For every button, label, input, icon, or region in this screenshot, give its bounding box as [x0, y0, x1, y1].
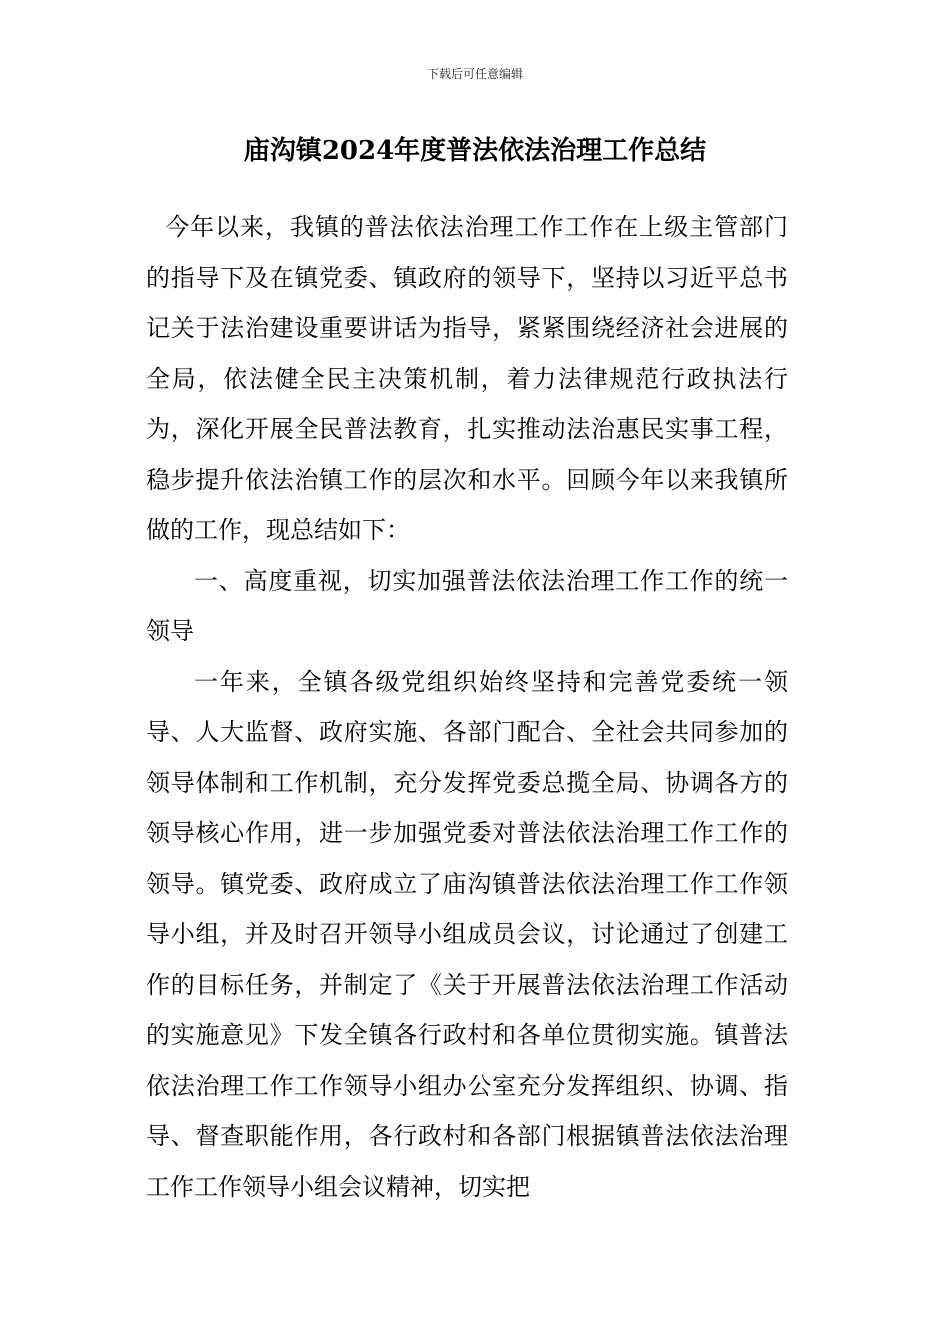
document-title: 庙沟镇2024年度普法依法治理工作总结 [243, 136, 707, 166]
section-heading-1: 一、高度重视，切实加强普法依法治理工作工作的统一领导 [146, 566, 788, 645]
paragraph-intro: 今年以来，我镇的普法依法治理工作工作在上级主管部门的指导下及在镇党委、镇政府的领导下，坚持以习近平总书记关于法治建设重要讲话为指导，紧紧围绕经济社会进展的全局，依法健全民主决策机制，着力法律规范行政执法行为，深化开展全民普法教育，扎实推动法治惠民实事工程，稳步提升依法治镇工作的层次和水平。回顾今年以来我镇所做的工作，现总结如下： [146, 213, 788, 544]
paragraph-section-1: 一年来，全镇各级党组织始终坚持和完善党委统一领导、人大监督、政府实施、各部门配合、全社会共同参加的领导体制和工作机制，充分发挥党委总揽全局、协调各方的领导核心作用，进一步加强党委对普法依法治理工作工作的领导。镇党委、政府成立了庙沟镇普法依法治理工作工作领导小组，并及时召开领导小组成员会议，讨论通过了创建工作的目标任务，并制定了《关于开展普法依法治理工作活动的实施意见》下发全镇各行政村和各单位贯彻实施。镇普法依法治理工作工作领导小组办公室充分发挥组织、协调、指导、督查职能作用，各行政村和各部门根据镇普法依法治理工作工作领导小组会议精神，切实把 [146, 667, 788, 1201]
header-note: 下载后可任意编辑 [426, 67, 523, 81]
document-body [146, 202, 788, 1212]
